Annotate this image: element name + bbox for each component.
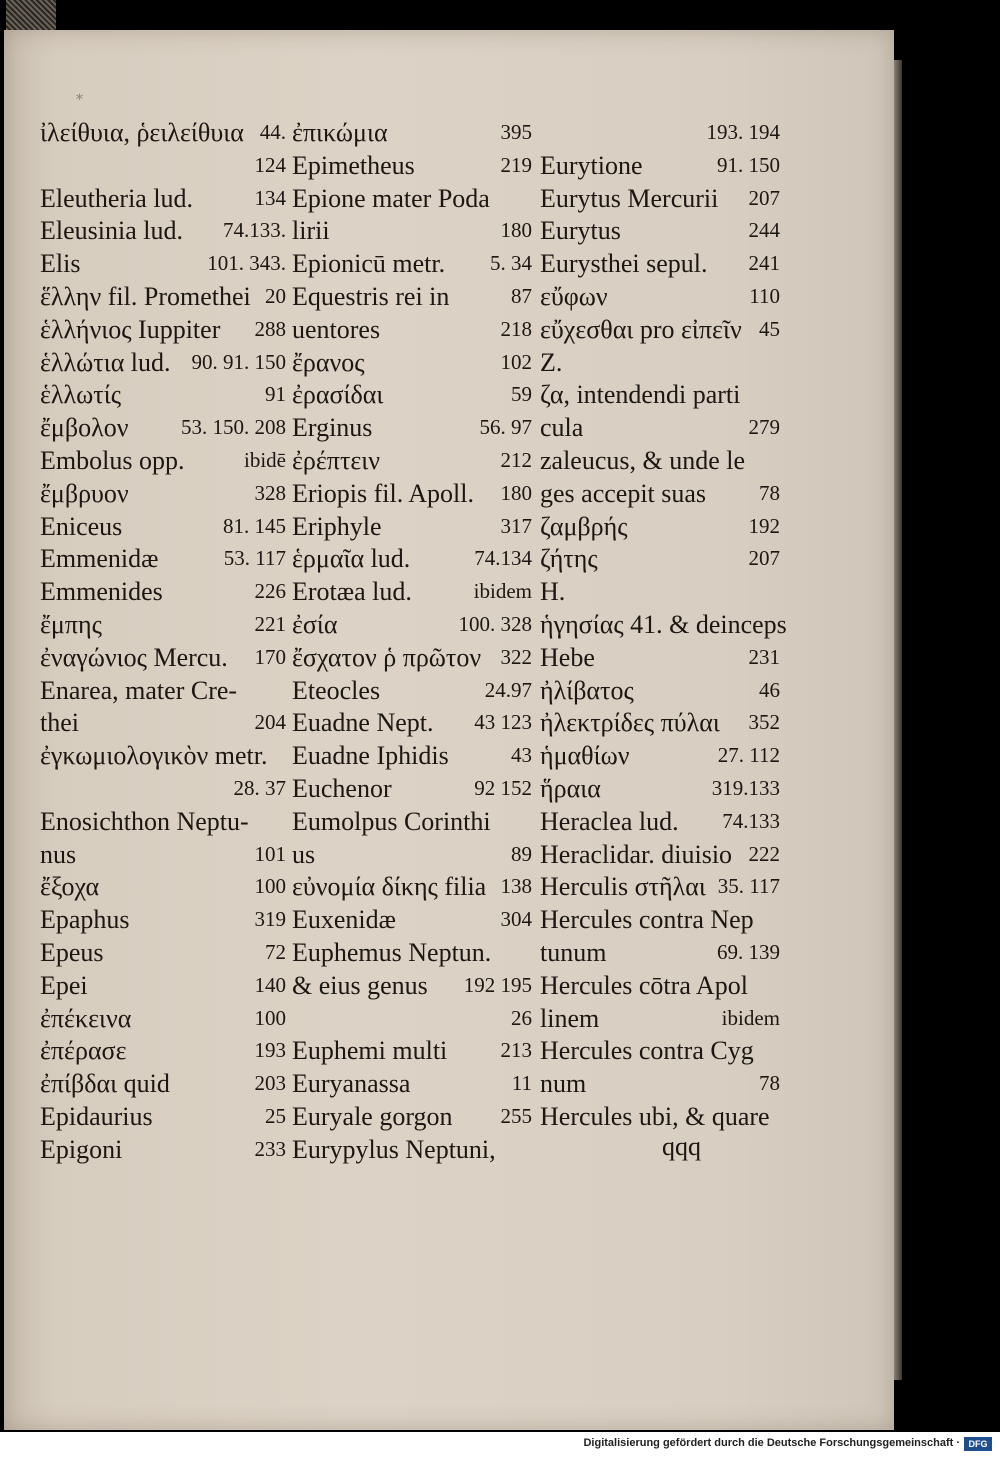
entry-term: Euadne Nept. — [292, 708, 434, 738]
entry-pages: 27. 112 — [717, 743, 780, 768]
index-entry — [40, 870, 286, 903]
entry-pages: 207 — [748, 185, 780, 210]
entry-term: ἑλλήνιος Iuppiter — [40, 314, 221, 344]
entry-pages: 255 — [500, 1104, 532, 1128]
index-entry — [40, 608, 286, 641]
entry-pages: 89 — [511, 841, 532, 866]
entry-term: H. — [540, 577, 566, 607]
entry-pages: 5. 34 — [490, 251, 532, 276]
entry-term: Euryale gorgon — [292, 1102, 453, 1131]
entry-term: Epionicū metr. — [292, 249, 446, 279]
index-entry — [540, 608, 787, 641]
entry-term: Eurysthei sepul. — [540, 249, 708, 279]
entry-term: Euxenidæ — [292, 905, 396, 935]
entry-term: Epidaurius — [40, 1102, 153, 1131]
index-entry — [540, 1067, 780, 1100]
entry-pages: ibidem — [721, 1005, 780, 1030]
entry-term: Eurytus Mercurii — [540, 183, 719, 213]
index-entry — [292, 116, 532, 149]
entry-pages: 28. 37 — [233, 776, 286, 800]
index-entry — [40, 1034, 286, 1067]
entry-pages: 53. 150. 208 — [181, 415, 286, 440]
index-entry — [40, 674, 286, 707]
entry-term: Epeus — [40, 938, 104, 967]
entry-pages: 81. 145 — [223, 513, 286, 538]
index-entry — [292, 936, 532, 969]
index-entry — [40, 805, 286, 838]
entry-term: ἑλλώτια lud. — [40, 347, 171, 377]
entry-term: ἔσχατον ῥ πρῶτον — [292, 642, 482, 672]
entry-pages: 74.133. — [223, 218, 286, 243]
index-entry — [40, 444, 286, 477]
entry-term: Euchenor — [292, 774, 392, 803]
index-entry — [292, 510, 532, 543]
entry-pages: 43 123 — [474, 710, 532, 735]
entry-term: Enarea, mater Cre- — [40, 675, 238, 705]
entry-pages: 20 — [265, 284, 286, 308]
entry-term: ἥραια — [540, 774, 601, 803]
index-entry — [540, 510, 780, 543]
index-entry — [540, 378, 780, 411]
entry-pages: 244 — [748, 218, 780, 243]
entry-term: Heraclidar. diuisio — [540, 839, 733, 869]
entry-pages: 317 — [500, 513, 532, 538]
entry-pages: 72 — [265, 940, 286, 964]
entry-pages: 11 — [511, 1071, 532, 1096]
entry-term: Hercules ubi, & quare — [540, 1102, 770, 1131]
entry-pages: 90. 91. 150 — [191, 349, 286, 374]
index-entry — [40, 641, 286, 674]
entry-pages: 233 — [254, 1136, 286, 1161]
index-entry — [292, 575, 532, 608]
entry-term: cula — [540, 413, 584, 443]
index-entry — [40, 149, 286, 182]
entry-term: Eumolpus Corinthi — [292, 806, 491, 836]
index-entry — [40, 903, 286, 936]
index-entry — [540, 280, 780, 313]
entry-term: ἐρασίδαι — [292, 380, 384, 410]
index-entry — [292, 149, 532, 182]
entry-term: lirii — [292, 216, 330, 246]
entry-term: Hercules cōtra Apol — [540, 970, 748, 1000]
entry-term: thei — [40, 708, 79, 738]
entry-term: ἐγκωμιολογικὸν metr. — [40, 741, 268, 771]
index-entry — [40, 1002, 286, 1035]
entry-pages: 170 — [254, 644, 286, 669]
index-entry — [540, 739, 780, 772]
index-entry — [292, 280, 532, 313]
entry-pages: 78 — [759, 480, 780, 505]
index-entry — [540, 116, 780, 149]
entry-term: Eteocles — [292, 675, 381, 705]
entry-term: Epigoni — [40, 1134, 123, 1164]
index-entry — [40, 214, 286, 247]
entry-term: ἐπικώμια — [292, 118, 388, 147]
page-edge — [894, 60, 902, 1380]
index-entry — [292, 641, 532, 674]
index-entry — [292, 444, 532, 477]
entry-term: Hercules contra Nep — [540, 905, 754, 935]
index-entry — [292, 903, 532, 936]
entry-pages: 203 — [254, 1071, 286, 1096]
entry-term: ἐναγώνιος Mercu. — [40, 642, 228, 672]
index-entry — [540, 969, 780, 1002]
index-entry — [540, 313, 780, 346]
index-entry — [40, 542, 286, 575]
entry-pages: 319 — [254, 907, 286, 932]
entry-pages: 180 — [500, 480, 532, 505]
entry-pages: 140 — [254, 972, 286, 997]
index-entry — [540, 575, 780, 608]
entry-term: εὔφων — [540, 282, 608, 311]
entry-term: εὐνομία δίκης filia — [292, 872, 487, 902]
index-entry — [540, 477, 780, 510]
entry-pages: 53. 117 — [223, 546, 286, 571]
entry-term: ges accepit suas — [540, 478, 707, 508]
entry-pages: 192 — [748, 513, 780, 538]
index-entry — [40, 575, 286, 608]
index-entry — [540, 1100, 780, 1133]
entry-pages: 100. 328 — [458, 612, 532, 636]
entry-pages: 44. — [259, 120, 286, 144]
index-entry — [292, 870, 532, 903]
entry-term: Erginus — [292, 413, 373, 443]
entry-pages: 192 195 — [463, 972, 532, 997]
entry-term: ἠλεκτρίδες πύλαι — [540, 708, 720, 738]
entry-pages: 218 — [500, 316, 532, 341]
entry-term: Embolus opp. — [40, 446, 185, 475]
entry-pages: 91. 150 — [717, 152, 780, 177]
entry-term: Herculis στῆλαι — [540, 872, 706, 902]
entry-pages: 180 — [500, 218, 532, 243]
entry-pages: 110 — [749, 284, 780, 308]
entry-term: ἡγησίας 41. & deinceps — [540, 610, 787, 639]
entry-pages: 100 — [254, 1005, 286, 1030]
entry-pages: 221 — [254, 612, 286, 636]
index-entry — [40, 1067, 286, 1100]
entry-pages: 124 — [254, 152, 286, 177]
index-entry — [40, 1133, 286, 1166]
entry-pages: 219 — [500, 152, 532, 177]
entry-pages: 92 152 — [474, 776, 532, 800]
entry-pages: 59 — [511, 382, 532, 407]
entry-term: ἰλείθυια, ῥειλείθυια — [40, 118, 244, 147]
entry-term: Emmenides — [40, 577, 163, 607]
index-entry — [292, 477, 532, 510]
entry-pages: 395 — [500, 120, 532, 144]
entry-term: num — [540, 1069, 587, 1099]
index-entry — [292, 313, 532, 346]
entry-pages: 56. 97 — [479, 415, 532, 440]
index-entry — [40, 969, 286, 1002]
entry-term: ἑλλωτίς — [40, 380, 121, 410]
index-entry — [40, 739, 286, 772]
funding-notice: Digitalisierung gefördert durch die Deutsche Forschungsgemeinschaft · — [583, 1437, 960, 1449]
entry-pages: 279 — [748, 415, 780, 440]
entry-term: Hebe — [540, 642, 595, 672]
entry-term: Erotæa lud. — [292, 577, 412, 607]
footer-bar — [0, 1432, 1000, 1460]
entry-pages: 207 — [748, 546, 780, 571]
index-entry — [540, 182, 780, 215]
entry-term: & eius genus — [292, 970, 428, 1000]
entry-pages: 25 — [265, 1104, 286, 1128]
entry-term: Euphemus Neptun. — [292, 938, 492, 967]
index-entry — [292, 378, 532, 411]
entry-pages: 87 — [511, 284, 532, 308]
index-entry — [292, 214, 532, 247]
entry-pages: 193. 194 — [706, 120, 780, 144]
index-entry — [40, 706, 286, 739]
index-entry — [540, 411, 780, 444]
entry-term: zaleucus, & unde le — [540, 446, 746, 475]
entry-pages: 213 — [500, 1038, 532, 1063]
entry-term: ἐπίβδαι quid — [40, 1069, 170, 1099]
entry-term: ζα, intendendi parti — [540, 380, 741, 410]
entry-term: ἐσία — [292, 610, 338, 639]
entry-term: Epimetheus — [292, 150, 415, 180]
index-entry — [540, 542, 780, 575]
entry-term: ἑρμαῖα lud. — [292, 544, 411, 574]
entry-pages: ibidē — [244, 448, 286, 472]
index-entry — [292, 182, 532, 215]
entry-pages: 91 — [265, 382, 286, 407]
index-entry — [292, 608, 532, 641]
index-entry — [292, 411, 532, 444]
index-entry — [40, 510, 286, 543]
entry-term: Epei — [40, 970, 88, 1000]
entry-term: Euadne Iphidis — [292, 741, 449, 771]
entry-pages: 328 — [254, 480, 286, 505]
entry-term: Elis — [40, 249, 81, 279]
entry-pages: 241 — [748, 251, 780, 276]
index-entry — [540, 1133, 780, 1166]
index-entry — [292, 1002, 532, 1035]
entry-term: Eurytione — [540, 150, 643, 180]
entry-term: ἐπέκεινα — [40, 1003, 132, 1033]
index-entry — [40, 378, 286, 411]
index-entry — [292, 1067, 532, 1100]
entry-term: Eleusinia lud. — [40, 216, 183, 246]
entry-pages: 24.97 — [484, 677, 532, 702]
entry-term: Epione mater Poda — [292, 183, 490, 213]
index-entry — [540, 870, 780, 903]
entry-term: ἐρέπτειν — [292, 446, 381, 475]
index-entry — [292, 739, 532, 772]
index-entry — [40, 772, 286, 805]
entry-pages: 212 — [500, 448, 532, 472]
index-entry — [292, 346, 532, 379]
scan-corner-strip — [6, 0, 56, 30]
entry-term: ἔμβολον — [40, 413, 129, 443]
index-entry — [40, 280, 286, 313]
entry-pages: 231 — [748, 644, 780, 669]
index-entry — [540, 772, 780, 805]
entry-term: ἔξοχα — [40, 872, 100, 902]
index-entry — [540, 674, 780, 707]
entry-pages: 101 — [254, 841, 286, 866]
index-entry — [292, 247, 532, 280]
index-entry — [40, 116, 286, 149]
index-entry — [292, 542, 532, 575]
index-entry — [292, 1034, 532, 1067]
entry-pages: 74.134 — [474, 546, 532, 571]
index-entry — [292, 674, 532, 707]
entry-pages: 74.133 — [722, 808, 780, 833]
entry-term: Euphemi multi — [292, 1036, 448, 1066]
entry-pages: 322 — [500, 644, 532, 669]
index-entry — [540, 936, 780, 969]
index-entry — [540, 247, 780, 280]
entry-term: Eriphyle — [292, 511, 382, 541]
index-entry — [40, 838, 286, 871]
entry-pages: 193 — [254, 1038, 286, 1063]
entry-term: Equestris rei in — [292, 282, 450, 311]
entry-term: Eurytus — [540, 216, 621, 246]
entry-pages: 35. 117 — [717, 874, 780, 899]
entry-pages: 352 — [748, 710, 780, 735]
entry-term: εὔχεσθαι pro εἰπεῖν — [540, 314, 742, 344]
entry-term: Heraclea lud. — [540, 806, 679, 836]
catchword: qqq — [662, 1132, 701, 1161]
entry-pages: 222 — [748, 841, 780, 866]
index-entry — [40, 477, 286, 510]
index-entry — [540, 838, 780, 871]
entry-pages: 102 — [500, 349, 532, 374]
entry-term: tunum — [540, 938, 607, 967]
index-entry — [540, 1002, 780, 1035]
index-entry — [540, 706, 780, 739]
entry-pages: 288 — [254, 316, 286, 341]
index-entry — [40, 182, 286, 215]
entry-term: ζήτης — [540, 544, 598, 574]
entry-term: ἔμβρυον — [40, 478, 129, 508]
index-entry — [292, 1100, 532, 1133]
entry-pages: 134 — [254, 185, 286, 210]
entry-pages: 319.133 — [711, 776, 780, 800]
entry-term: ἠλίβατος — [540, 675, 634, 705]
entry-term: Eniceus — [40, 511, 123, 541]
entry-term: Z. — [540, 347, 563, 377]
index-entry — [540, 641, 780, 674]
entry-term: Eriopis fil. Apoll. — [292, 478, 474, 508]
index-entry — [292, 1133, 532, 1166]
entry-term: linem — [540, 1003, 600, 1033]
index-entry — [292, 805, 532, 838]
entry-pages: 43 — [511, 743, 532, 768]
entry-term: ἡμαθίων — [540, 741, 630, 771]
entry-term: Epaphus — [40, 905, 130, 935]
entry-pages: 78 — [759, 1071, 780, 1096]
index-entry — [292, 706, 532, 739]
index-entry — [40, 1100, 286, 1133]
page-mark-glyph: * — [76, 92, 83, 108]
entry-pages: 45 — [759, 316, 780, 341]
index-entry — [292, 969, 532, 1002]
entry-term: ἔρανος — [292, 347, 365, 377]
entry-term: Eleutheria lud. — [40, 183, 194, 213]
entry-pages: 100 — [254, 874, 286, 899]
index-entry — [40, 247, 286, 280]
entry-term: Eurypylus Neptuni, — [292, 1134, 496, 1164]
entry-pages: 304 — [500, 907, 532, 932]
index-entry — [540, 805, 780, 838]
index-entry — [540, 346, 780, 379]
entry-pages: 226 — [254, 579, 286, 604]
entry-term: Enosichthon Neptu- — [40, 806, 249, 836]
entry-pages: 46 — [759, 677, 780, 702]
entry-term: uentores — [292, 314, 381, 344]
entry-pages: 26 — [511, 1005, 532, 1030]
index-entry — [40, 313, 286, 346]
entry-term: us — [292, 839, 316, 869]
entry-term: ἐπέρασε — [40, 1036, 127, 1066]
entry-term: ζαμβρής — [540, 511, 628, 541]
entry-term: Emmenidæ — [40, 544, 159, 574]
index-entry — [40, 411, 286, 444]
index-entry — [540, 1034, 780, 1067]
entry-pages: 204 — [254, 710, 286, 735]
index-entry — [540, 444, 780, 477]
index-entry — [540, 903, 780, 936]
dfg-logo-icon: DFG — [964, 1437, 992, 1451]
index-entry — [540, 149, 780, 182]
index-entry — [40, 936, 286, 969]
entry-term: nus — [40, 839, 77, 869]
entry-pages: 101. 343. — [207, 251, 286, 276]
entry-term: Euryanassa — [292, 1069, 411, 1099]
entry-pages: 69. 139 — [717, 940, 780, 964]
entry-pages: ibidem — [473, 579, 532, 604]
entry-term: ἕλλην fil. Promethei — [40, 282, 251, 311]
index-entry — [292, 772, 532, 805]
entry-term: ἔμπης — [40, 610, 102, 639]
index-entry — [540, 214, 780, 247]
index-entry — [40, 346, 286, 379]
index-entry — [292, 838, 532, 871]
entry-term: Hercules contra Cyg — [540, 1036, 754, 1066]
entry-pages: 138 — [500, 874, 532, 899]
